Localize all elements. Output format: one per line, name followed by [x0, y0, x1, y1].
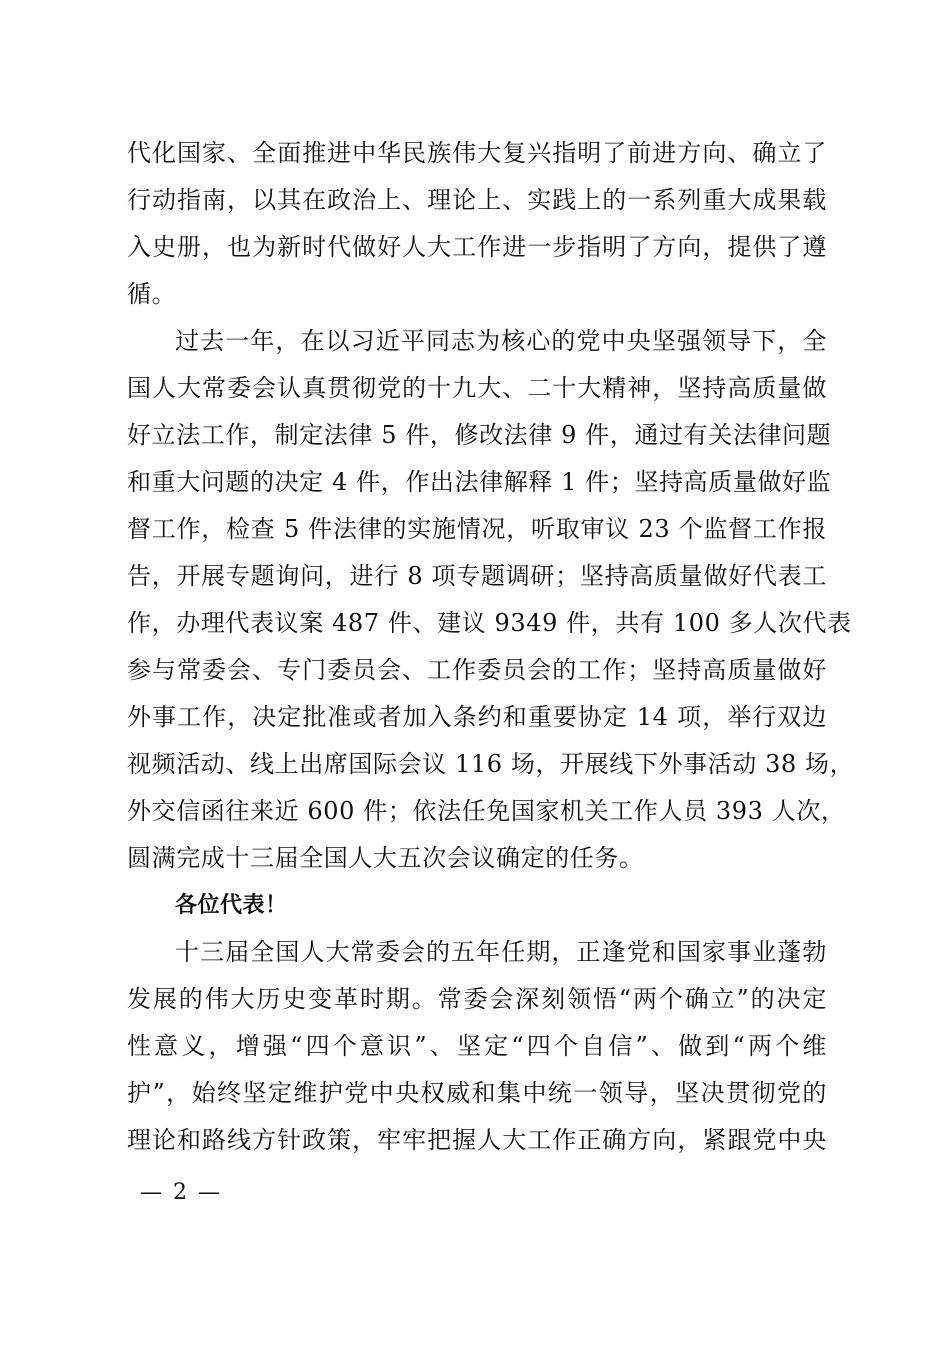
- text-line: 圆满完成十三届全国人大五次会议确定的任务。: [127, 844, 644, 872]
- text-line: 行动指南，以其在政治上、理论上、实践上的一系列重大成果载: [127, 186, 827, 214]
- document-body: [127, 130, 855, 1164]
- text-line: 作，办理代表议案 487 件、建议 9349 件，共有 100 多人次代表: [127, 609, 852, 637]
- text-line: 代化国家、全面推进中华民族伟大复兴指明了前进方向、确立了: [127, 139, 827, 167]
- text-line: 发展的伟大历史变革时期。常委会深刻领悟“两个确立”的决定: [127, 985, 827, 1013]
- text-line: 告，开展专题询问，进行 8 项专题调研；坚持高质量做好代表工: [127, 562, 827, 590]
- text-line: 循。: [127, 280, 177, 308]
- text-line: 外事工作，决定批准或者加入条约和重要协定 14 项，举行双边: [127, 703, 827, 731]
- text-line: 好立法工作，制定法律 5 件，修改法律 9 件，通过有关法律问题: [127, 421, 832, 449]
- text-line: 和重大问题的决定 4 件，作出法律解释 1 件；坚持高质量做好监: [127, 468, 832, 496]
- text-line: 外交信函往来近 600 件；依法任免国家机关工作人员 393 人次，: [127, 797, 846, 825]
- text-line: 视频活动、线上出席国际会议 116 场，开展线下外事活动 38 场，: [127, 750, 855, 778]
- section-heading: 各位代表！: [175, 893, 288, 918]
- page-number: — 2 —: [140, 1180, 222, 1205]
- text-line: 督工作，检查 5 件法律的实施情况，听取审议 23 个监督工作报: [127, 515, 827, 543]
- text-line: 性意义，增强“四个意识”、坚定“四个自信”、做到“两个维: [127, 1032, 827, 1060]
- text-line: 国人大常委会认真贯彻党的十九大、二十大精神，坚持高质量做: [127, 374, 827, 402]
- text-line: 入史册，也为新时代做好人大工作进一步指明了方向，提供了遵: [127, 233, 827, 261]
- text-line: 参与常委会、专门委员会、工作委员会的工作；坚持高质量做好: [127, 656, 827, 684]
- paragraph-start-line: 过去一年，在以习近平同志为核心的党中央坚强领导下，全: [175, 327, 827, 355]
- text-line: 护”，始终坚定维护党中央权威和集中统一领导，坚决贯彻党的: [127, 1079, 827, 1107]
- paragraph-start-line: 十三届全国人大常委会的五年任期，正逢党和国家事业蓬勃: [175, 938, 827, 966]
- text-line: 理论和路线方针政策，牢牢把握人大工作正确方向，紧跟党中央: [127, 1126, 827, 1154]
